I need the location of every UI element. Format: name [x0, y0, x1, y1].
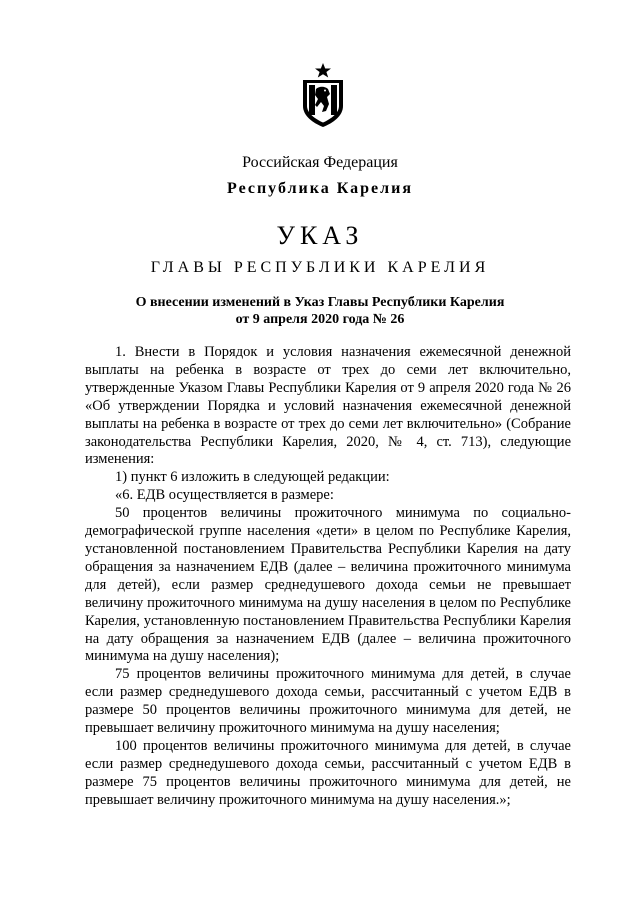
- issuer-title: ГЛАВЫ РЕСПУБЛИКИ КАРЕЛИЯ: [150, 259, 490, 276]
- coat-of-arms-icon: [295, 62, 351, 128]
- subject-line-1: О внесении изменений в Указ Главы Республики Карелия: [135, 295, 505, 310]
- subject-line-2: от 9 апреля 2020 года № 26: [235, 312, 405, 327]
- decree-body: [85, 344, 571, 810]
- document-type: УКАЗ: [276, 221, 364, 250]
- country-name: Российская Федерация: [242, 154, 398, 171]
- paragraph: «6. ЕДВ осуществляется в размере:: [115, 487, 334, 504]
- paragraph: 75 процентов величины прожиточного минимума для детей, в случае если размер среднедушевого дохода семьи, рассчитанный с учетом ЕДВ в размере 50 процентов величины прожиточного минимума для детей, не превышает величину прожиточного минимума на душу населения;: [85, 666, 571, 737]
- paragraph: 1. Внести в Порядок и условия назначения ежемесячной денежной выплаты на ребенка в возрасте от трех до семи лет включительно, утвержденные Указом Главы Республики Карелия от 9 апреля 2020 года № 26 «Об утверждении Порядка и условий назначения ежемесячной денежной выплаты на ребенка в возрасте от трех до семи лет включительно» (Собрание законодательства Республики Карелия, 2020, № 4, ст. 713), следующие изменения:: [85, 344, 571, 468]
- republic-name: Республика Карелия: [227, 180, 413, 197]
- paragraph: 1) пункт 6 изложить в следующей редакции:: [115, 469, 390, 486]
- decree-subject: [0, 294, 640, 328]
- paragraph: 100 процентов величины прожиточного минимума для детей, в случае если размер среднедушевого дохода семьи, рассчитанный с учетом ЕДВ в размере 75 процентов величины прожиточного минимума для детей, не превышает величину прожиточного минимума на душу населения.»;: [85, 737, 571, 808]
- paragraph: 50 процентов величины прожиточного минимума по социально-демографической группе населения «дети» в целом по Республике Карелия, установленной постановлением Правительства Республики Карелия на дату обращения за назначением ЕДВ (далее – величина прожиточного минимума для детей), если размер среднедушевого дохода семьи не превышает величину прожиточного минимума на душу населения в целом по Республике Карелия, установленную постановлением Правительства Республики Карелия на дату обращения за назначением ЕДВ (далее – величина прожиточного минимума на душу населения);: [85, 505, 571, 665]
